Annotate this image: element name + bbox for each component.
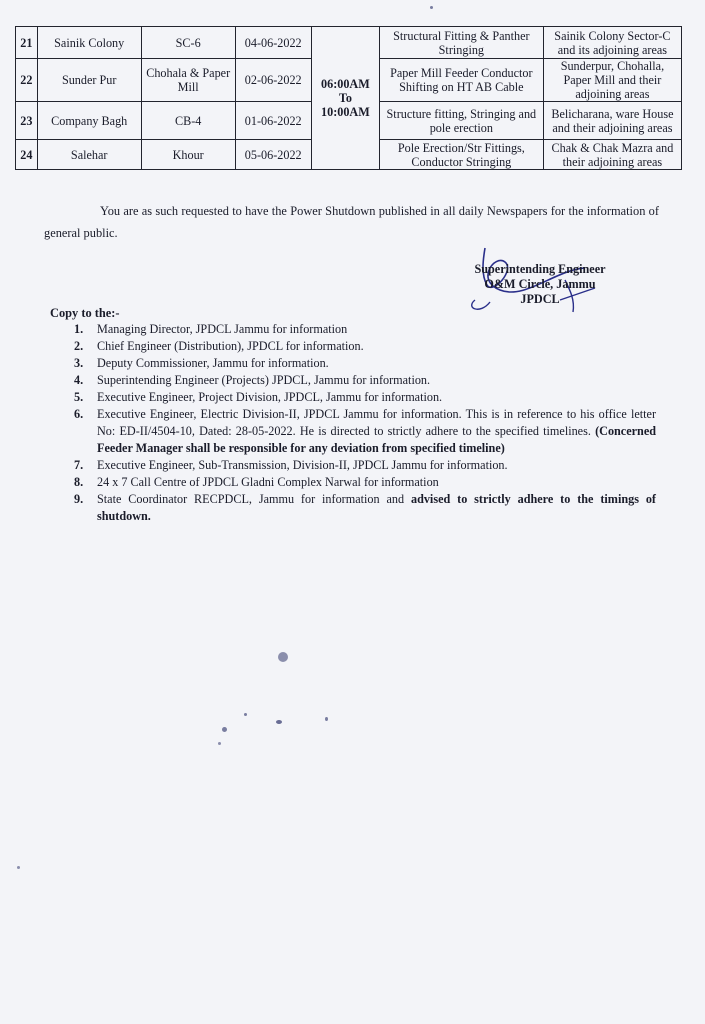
list-item-text: State Coordinator RECPDCL, Jammu for information and: [97, 492, 411, 506]
list-item-text: Executive Engineer, Sub-Transmission, Division-II, JPDCL Jammu for information.: [97, 458, 508, 472]
row-sno: 23: [16, 102, 38, 140]
scan-speck: [17, 866, 20, 869]
row-work: Pole Erection/Str Fittings, Conductor Stringing: [379, 140, 543, 170]
list-item: [44, 355, 656, 372]
scan-speck: [218, 742, 221, 745]
row-area: Sunder Pur: [37, 59, 141, 102]
signatory-org: JPDCL: [520, 292, 560, 306]
copy-to-list: [44, 321, 656, 525]
request-paragraph-text: You are as such requested to have the Power Shutdown published in all daily Newspapers for the information of general public.: [44, 204, 659, 240]
row-area: Company Bagh: [37, 102, 141, 140]
signatory-office: O&M Circle, Jammu: [484, 277, 596, 291]
request-paragraph: [44, 200, 659, 244]
row-feeder: Khour: [141, 140, 235, 170]
row-work: Paper Mill Feeder Conductor Shifting on HT AB Cable: [379, 59, 543, 102]
row-date: 01-06-2022: [235, 102, 311, 140]
row-work: Structural Fitting & Panther Stringing: [379, 27, 543, 59]
list-item: [44, 457, 656, 474]
list-item-number: 8.: [74, 475, 84, 489]
list-item-text: Chief Engineer (Distribution), JPDCL for information.: [97, 339, 364, 353]
row-date: 05-06-2022: [235, 140, 311, 170]
row-feeder: CB-4: [141, 102, 235, 140]
list-item-number: 4.: [74, 373, 84, 387]
list-item: [44, 389, 656, 406]
row-sno: 24: [16, 140, 38, 170]
copy-to-heading: Copy to the:-: [50, 306, 120, 320]
row-feeder: Chohala & Paper Mill: [141, 59, 235, 102]
list-item-text: Executive Engineer, Project Division, JPDCL, Jammu for information.: [97, 390, 443, 404]
scan-speck: [222, 727, 227, 732]
row-date: 02-06-2022: [235, 59, 311, 102]
list-item: [44, 474, 656, 491]
signatory-designation: Superintending Engineer: [474, 262, 606, 276]
list-item: [44, 406, 656, 457]
list-item-number: 1.: [74, 322, 84, 336]
list-item-number: 2.: [74, 339, 84, 353]
scan-speck: [325, 717, 328, 721]
list-item-number: 6.: [74, 407, 84, 421]
shutdown-time-cell: [311, 27, 379, 170]
list-item-text: Deputy Commissioner, Jammu for information.: [97, 356, 329, 370]
list-item-text: Executive Engineer, Electric Division-II, JPDCL Jammu for information. This is in reference to his office letter No: ED-II/4504-10, Dated: 28-05-2022. He is directed to strictly adhere to the specified timelines.: [97, 407, 656, 438]
list-item: [44, 491, 656, 525]
list-item: [44, 338, 656, 355]
shutdown-schedule-table: [15, 26, 682, 170]
list-item-number: 3.: [74, 356, 84, 370]
table-row: [16, 27, 682, 59]
list-item-number: 7.: [74, 458, 84, 472]
list-item-text: 24 x 7 Call Centre of JPDCL Gladni Complex Narwal for information: [97, 475, 439, 489]
row-area: Salehar: [37, 140, 141, 170]
signature-block: [460, 262, 620, 307]
list-item-number: 9.: [74, 492, 84, 506]
scan-speck: [278, 652, 288, 662]
row-sno: 21: [16, 27, 38, 59]
time-start: 06:00AM: [321, 77, 370, 91]
list-item-text: Superintending Engineer (Projects) JPDCL, Jammu for information.: [97, 373, 431, 387]
row-date: 04-06-2022: [235, 27, 311, 59]
list-item-number: 5.: [74, 390, 84, 404]
row-sno: 22: [16, 59, 38, 102]
row-affected-area: Sainik Colony Sector-C and its adjoining areas: [543, 27, 681, 59]
time-to: To: [338, 91, 352, 105]
row-area: Sainik Colony: [37, 27, 141, 59]
scan-speck: [244, 713, 247, 716]
row-affected-area: Belicharana, ware House and their adjoining areas: [543, 102, 681, 140]
scan-speck: [430, 6, 433, 9]
list-item-bold-note: advised to strictly adhere to the timings of shutdown.: [97, 492, 656, 523]
row-affected-area: Sunderpur, Chohalla, Paper Mill and their adjoining areas: [543, 59, 681, 102]
row-feeder: SC-6: [141, 27, 235, 59]
row-affected-area: Chak & Chak Mazra and their adjoining areas: [543, 140, 681, 170]
scan-speck: [276, 720, 282, 724]
list-item: [44, 372, 656, 389]
list-item-text: Managing Director, JPDCL Jammu for information: [97, 322, 348, 336]
list-item: [44, 321, 656, 338]
time-end: 10:00AM: [321, 105, 370, 119]
list-item-bold-note: (Concerned Feeder Manager shall be responsible for any deviation from specified timeline): [97, 424, 657, 455]
row-work: Structure fitting, Stringing and pole erection: [379, 102, 543, 140]
